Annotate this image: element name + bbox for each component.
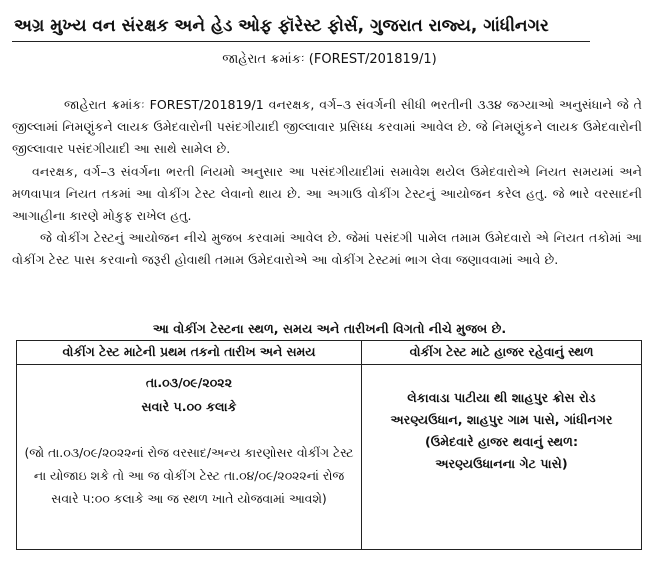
schedule-table [16, 340, 642, 550]
venue-line-1: લેકાવાડા પાટીયા થી શાહપુર ક્રોસ રોડ [407, 390, 596, 405]
title-underline [12, 41, 590, 42]
notice-title: અગ્ર મુખ્ય વન સંરક્ષક અને હેડ ઓફ ફૉરેસ્ટ ફોર્સ, ગુજરાત રાજ્ય, ગાંધીનગર [14, 16, 549, 36]
rain-alternate-note: (જો તા.૦૩/૦૯/૨૦૨૨નાં રોજ વરસાદ/અન્ય કારણોસર વોકીંગ ટેસ્ટ ના યોજાઇ શકે તો આ જ વોકીંગ ટેસ્ટ તા.૦૪/૦૯/૨૦૨૨નાં રોજ સવારે ૫:૦૦ કલાકે આ જ સ્થળ ખાતે યોજવામાં આવશે) [24, 445, 354, 506]
schedule-heading: આ વોકીંગ ટેસ્ટના સ્થળ, સમય અને તારીખની વિગતો નીચે મુજબ છે. [152, 321, 507, 336]
paragraph-test-arrangement: જે વોકીંગ ટેસ્ટનું આયોજન નીચે મુજબ કરવામાં આવેલ છે. જેમાં પસંદગી પામેલ તમામ ઉમેદવારો એ નિયત તકોમાં આ વોકીંગ ટેસ્ટ પાસ કરવાનો જરૂરી હોવાથી તમામ ઉમેદવારોએ આ વોકીંગ ટેસ્ટમાં ભાગ લેવા જણાવવામાં આવે છે. [12, 230, 642, 268]
date-time-column [17, 341, 362, 549]
venue-cell [362, 365, 641, 549]
venue-column [362, 341, 641, 549]
venue-header: વોકીંગ ટેસ્ટ માટે હાજર રહેવાનું સ્થળ [362, 341, 641, 365]
venue-line-2: અરણ્યઉધાન, શાહપુર ગામ પાસે, ગાંધીનગર [390, 412, 613, 427]
test-time: સવારે ૫.૦૦ કલાકે [141, 399, 237, 414]
advertisement-number: જાહેરાત ક્રમાંકઃ (FOREST/201819/1) [222, 52, 437, 67]
paragraph-selection-list: જાહેરાત ક્રમાંકઃ FOREST/201819/1 વનરક્ષક, વર્ગ–૩ સંવર્ગની સીધી ભરતીની ૩૩૪ જગ્યાઓ અનુસંધાને જે તે જીલ્લામાં નિમણુંકને લાયક ઉમેદવારોની પસંદગીયાદી જીલ્લાવાર પ્રસિધ્ધ કરવામાં આવેલ છે. જે નિમણુંકને લાયક ઉમેદવારોની જીલ્લાવાર પસંદગીયાદી આ સાથે સામેલ છે. [12, 97, 642, 157]
venue-line-3: (ઉમેદવારે હાજર થવાનું સ્થળ: [425, 434, 578, 449]
venue-line-4: અરણ્યઉધાનના ગેટ પાસે) [435, 456, 568, 471]
test-date: તા.૦૩/૦૯/૨૦૨૨ [145, 375, 233, 390]
date-time-header: વોકીંગ ટેસ્ટ માટેની પ્રથમ તકનો તારીખ અને સમય [17, 341, 361, 365]
date-time-cell [17, 365, 361, 549]
notice-body [12, 94, 642, 272]
paragraph-recruitment-rules: વનરક્ષક, વર્ગ–૩ સંવર્ગના ભરતી નિયમો અનુસાર આ પસંદગીયાદીમાં સમાવેશ થયેલ ઉમેદવારોએ નિયત સમયમાં અને મળવાપાત્ર નિયત તકમાં આ વોકીંગ ટેસ્ટ લેવાનો થાય છે. આ અગાઉ વોકીંગ ટેસ્ટનું આયોજન કરેલ હતુ. જે ભારે વરસાદની આગાહીના કારણે મોકુફ રાખેલ હતુ. [12, 163, 642, 224]
